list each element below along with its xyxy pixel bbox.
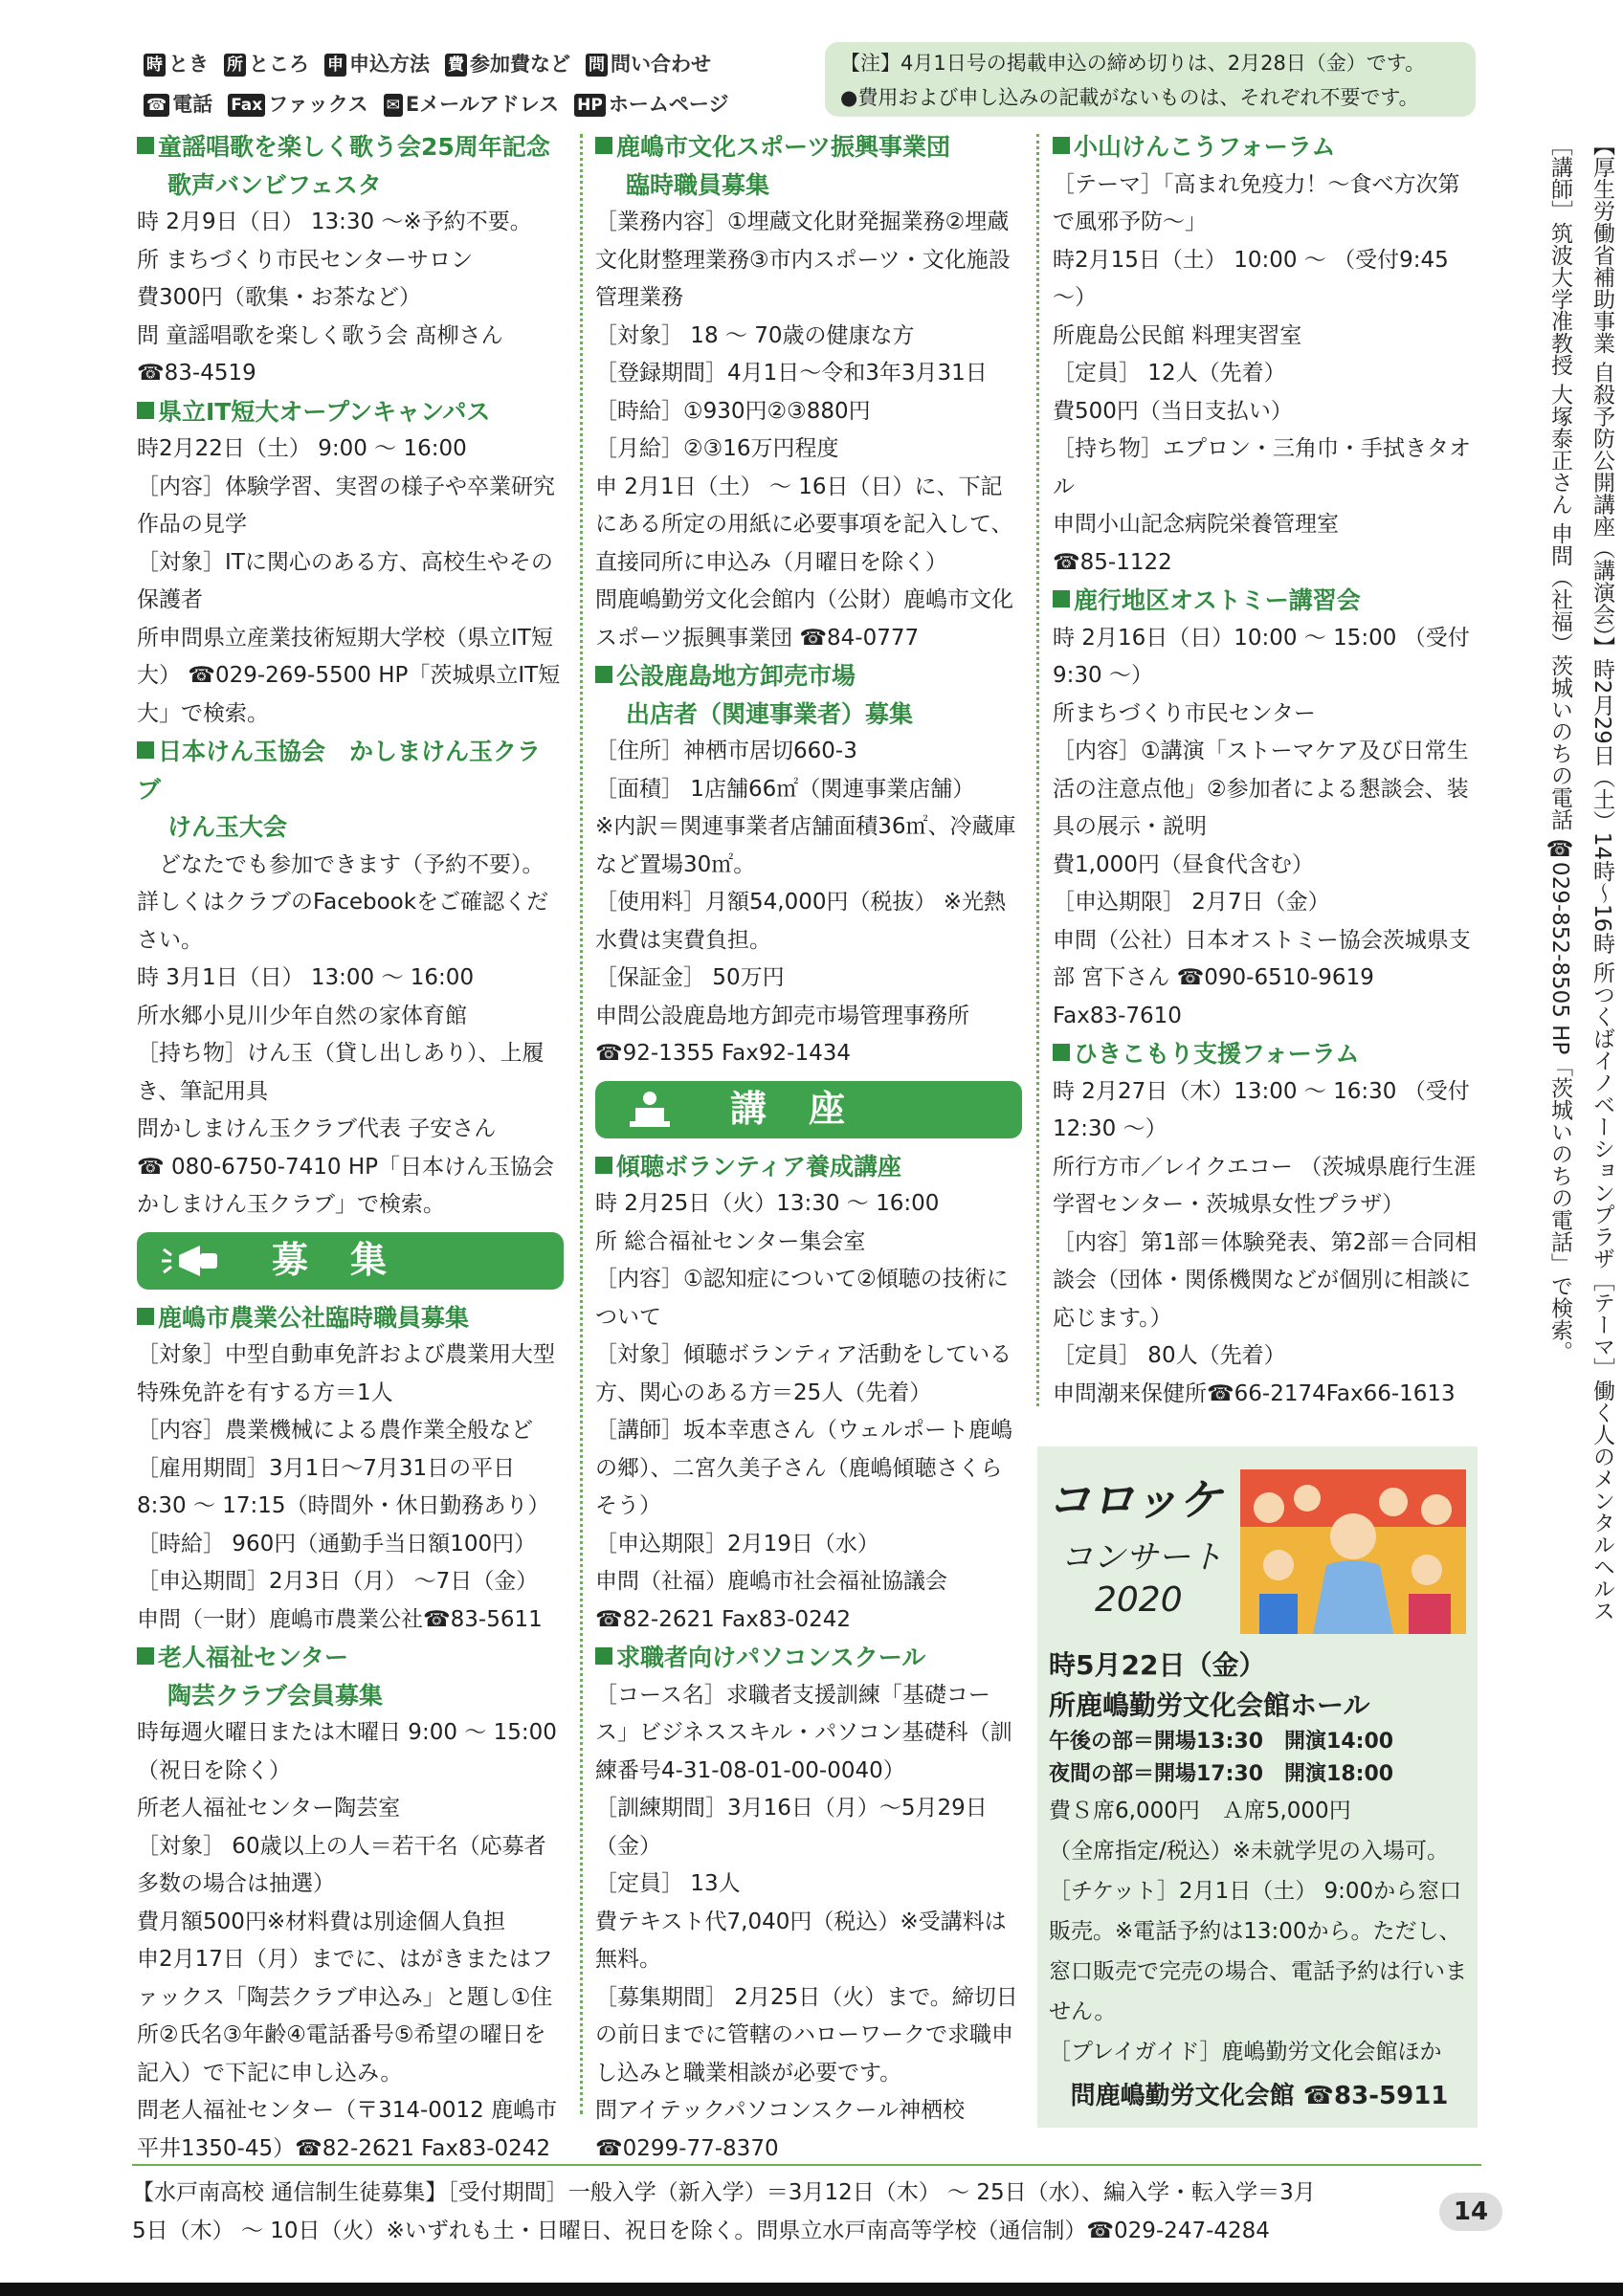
section-title-text: 日本けん玉協会 かしまけん玉クラブ: [137, 738, 542, 804]
concert-line: 所鹿嶋勤労文化会館ホール: [1049, 1689, 1370, 1721]
info-row: 申問公設鹿島地方卸売市場管理事務所: [595, 1003, 969, 1028]
legend-label: ところ: [249, 53, 309, 76]
info-row: ［保証金］ 50万円: [595, 965, 785, 990]
legend-label: 参加費など: [470, 53, 570, 76]
recruit-banner: [137, 1232, 564, 1290]
info-row: ［内容］第1部＝体験発表、第2部＝合同相談会（団体・関係機関などが個別に相談に応じます。）: [1053, 1229, 1478, 1331]
section-title: [137, 733, 564, 808]
concert-details: [1049, 1645, 1470, 2116]
recruit-list: [137, 1299, 564, 2169]
info-row: 申問潮来保健所☎66-2174Fax66-1613: [1053, 1380, 1456, 1406]
info-row: 所まちづくり市民センター: [1053, 700, 1316, 726]
info-row: 時 2月16日（日）10:00 ～ 15:00 （受付9:30 ～）: [1053, 625, 1470, 688]
lecture-banner: [595, 1081, 1022, 1138]
school-notice: [132, 2174, 1434, 2250]
info-row: ［対象］ 60歳以上の人＝若干名（応募者多数の場合は抽選）: [137, 1833, 546, 1896]
legend-icon: 所: [224, 54, 246, 77]
section-title: [1053, 128, 1479, 166]
legend-item: [224, 44, 309, 84]
info-row: ［住所］神栖市居切660-3: [595, 739, 857, 763]
info-row: ［内容］①講演「ストーマケア及び日常生活の注意点他」②参加者による懇談会、装具の展示・説明: [1053, 739, 1469, 839]
section-title-text: 傾聴ボランティア養成講座: [616, 1152, 902, 1181]
legend-label: 申込方法: [349, 53, 430, 76]
info-row: 所申問県立産業技術短期大学校（県立IT短大） ☎029-269-5500 HP「茨城県立IT短大」で検索。: [137, 625, 561, 726]
section-title-text: 鹿行地区オストミー講習会: [1074, 586, 1361, 614]
footer-bar: [0, 2283, 1623, 2296]
section-title: [595, 1148, 1022, 1186]
notice-line: 【水戸南高校 通信制生徒募集】［受付期間］一般入学（新入学）＝3月12日（木） ～ 25日（水）、編入学・転入学＝3月: [132, 2180, 1316, 2205]
section-title-text: 公設鹿島地方卸売市場: [616, 662, 856, 690]
column-3: [1053, 128, 1479, 1413]
info-row: ［テーマ］「高まれ免疫力！～食べ方次第で風邪予防～」: [1053, 171, 1460, 234]
info-row: ［定員］ 80人（先着）: [1053, 1343, 1286, 1368]
info-row: ［時給］ 960円（通勤手当日額100円）: [137, 1531, 537, 1556]
concert-title: コロッケ: [1047, 1474, 1223, 1526]
info-row: ［対象］ 18 ～ 70歳の健康な方: [595, 322, 915, 348]
info-row: ［登録期間］4月1日～令和3年3月31日: [595, 361, 988, 386]
section-title-text: 臨時職員募集: [626, 170, 770, 199]
bullet-square-icon: [137, 137, 154, 154]
info-row: 問老人福祉センター（〒314-0012 鹿嶋市平井1350-45）☎82-2621 Fax83-0242: [137, 2098, 558, 2161]
section-title-text: 鹿嶋市農業公社臨時職員募集: [158, 1303, 470, 1332]
section-title-text: 老人福祉センター: [158, 1644, 349, 1671]
notice-line: 5日（木） ～ 10日（火）※いずれも土・日曜日、祝日を除く。問県立水戸南高等学校（通信制）☎029-247-4284: [132, 2219, 1270, 2243]
section-title: [595, 128, 1022, 166]
info-row: ［業務内容］①埋蔵文化財発掘業務②埋蔵文化財整理業務③市内スポーツ・文化施設管理業務: [595, 210, 1011, 310]
legend-icon: Fax: [228, 94, 265, 117]
info-row: 申問（一財）鹿嶋市農業公社☎83-5611: [137, 1606, 543, 1632]
info-row: ［持ち物］エプロン・三角巾・手拭きタオル: [1053, 436, 1471, 499]
info-row: 所行方市／レイクエコー （茨城県鹿行生涯学習センター・茨城県女性プラザ）: [1053, 1154, 1477, 1217]
info-row: ［内容］農業機械による農作業全般など: [137, 1418, 533, 1443]
legend-label: ファックス: [268, 93, 368, 116]
concert-box: [1037, 1446, 1478, 2128]
lecture-list: [595, 1148, 1022, 2169]
info-row: 所 まちづくり市民センターサロン: [137, 247, 474, 273]
vertical-line: 【厚生労働省補助事業 自殺予防公開講座（講演会）】時2月29日（土）14時～16時 所つくばイノベーションプラザ［テーマ］働く人のメンタルヘルス: [1590, 134, 1614, 1622]
section-title: [137, 1299, 564, 1337]
info-row: ☎0299-77-8370: [595, 2135, 779, 2161]
info-row: ［講師］坂本幸恵さん（ウェルポート鹿嶋の郷）、二宮久美子さん（鹿嶋傾聴さくらそう）: [595, 1418, 1013, 1518]
events-list: [137, 128, 564, 1225]
info-row: ［内容］①認知症について②傾聴の技術について: [595, 1267, 1009, 1330]
legend-item: [445, 44, 570, 84]
info-row: ☎82-2621 Fax83-0242: [595, 1606, 851, 1632]
section-title: [595, 1639, 1022, 1677]
info-row: 費500円（当日支払い）: [1053, 398, 1293, 424]
column-divider: [580, 134, 583, 2114]
info-row: 問 童謡唱歌を楽しく歌う会 髙柳さん: [137, 322, 503, 348]
section-title-text: 小山けんこうフォーラム: [1074, 133, 1336, 161]
bullet-square-icon: [595, 666, 612, 683]
info-row: 申問（公社）日本オストミー協会茨城県支部 宮下さん ☎090-6510-9619: [1053, 927, 1471, 990]
legend-item: [574, 84, 728, 124]
section-title-text: 童謡唱歌を楽しく歌う会25周年記念: [158, 133, 550, 161]
info-row: 申問（社福）鹿嶋市社会福祉協議会: [595, 1569, 947, 1594]
bullet-square-icon: [137, 741, 154, 759]
info-row: ［対象］ITに関心のある方、高校生やその保護者: [137, 549, 553, 612]
section-title-text: 県立IT短大オープンキャンパス: [158, 397, 491, 426]
info-row: 時2月15日（土） 10:00 ～ （受付9:45 ～）: [1053, 247, 1449, 310]
info-row: ［訓練期間］3月16日（月）～5月29日（金）: [595, 1796, 988, 1859]
legend-icon: 問: [586, 54, 608, 77]
legend-item: [586, 44, 711, 84]
column-divider: [1036, 134, 1039, 1406]
info-row: ☎ 080-6750-7410 HP「日本けん玉協会 かしまけん玉クラブ」で検索。: [137, 1154, 555, 1217]
column-1: [137, 128, 564, 2168]
section-title-text: 鹿嶋市文化スポーツ振興事業団: [616, 133, 951, 161]
info-row: 時 2月9日（日） 13:30 ～※予約不要。: [137, 210, 532, 234]
info-row: ［対象］傾聴ボランティア活動をしている方、関心のある方＝25人（先着）: [595, 1342, 1012, 1405]
info-row: ☎85-1122: [1053, 549, 1172, 575]
info-row: 問鹿嶋勤労文化会館内（公財）鹿嶋市文化スポーツ振興事業団 ☎84-0777: [595, 587, 1013, 651]
section-title-text: けん玉大会: [167, 813, 288, 841]
legend: [144, 44, 766, 124]
section-title-text: 歌声バンビフェスタ: [167, 170, 382, 199]
info-row: ☎83-4519: [137, 361, 256, 386]
concert-line: 費Ｓ席6,000円 Ａ席5,000円: [1049, 1799, 1351, 1823]
info-row: 所 総合福祉センター集会室: [595, 1228, 866, 1254]
concert-year: 2020: [1095, 1580, 1183, 1620]
info-row: ［使用料］月額54,000円（税抜） ※光熱水費は実費負担。: [595, 890, 1007, 953]
info-row: ☎92-1355 Fax92-1434: [595, 1041, 851, 1066]
bullet-square-icon: [1053, 137, 1070, 154]
info-row: ［持ち物］けん玉（貸し出しあり）、上履き、筆記用具: [137, 1041, 545, 1104]
info-row: ［面積］ 1店舗66㎡（関連事業店舗）: [595, 776, 975, 802]
section-title: [1053, 1035, 1479, 1073]
info-row: Fax83-7610: [1053, 1003, 1182, 1028]
section-title: [137, 128, 564, 166]
concert-line: ［プレイガイド］鹿嶋勤労文化会館ほか: [1049, 2040, 1442, 2064]
info-row: ［対象］中型自動車免許および農業用大型特殊免許を有する方＝1人: [137, 1342, 555, 1405]
concert-subtitle: コンサート: [1060, 1538, 1223, 1577]
legend-label: 電話: [172, 93, 213, 116]
section-title-text: ひきこもり支援フォーラム: [1074, 1040, 1360, 1068]
legend-icon: ✉: [384, 94, 403, 117]
divider: [132, 2164, 1481, 2166]
legend-icon: HP: [574, 94, 606, 117]
info-row: ［申込期限］2月19日（水）: [595, 1531, 879, 1556]
concert-line: 時5月22日（金）: [1049, 1649, 1266, 1681]
vertical-article: [1487, 134, 1621, 1779]
info-row: ［申込期間］2月3日（月） ～7日（金）: [137, 1569, 539, 1594]
bullet-square-icon: [137, 1308, 154, 1325]
info-row: 費テキスト代7,040円（税込）※受講料は無料。: [595, 1909, 1007, 1972]
info-row: 所水郷小見川少年自然の家体育館: [137, 1003, 467, 1028]
section-title: [137, 393, 564, 431]
section-title-text: 陶芸クラブ会員募集: [167, 1681, 384, 1710]
legend-icon: 費: [445, 54, 467, 77]
info-row: 費1,000円（昼食代含む）: [1053, 851, 1314, 877]
info-row: ［申込期限］ 2月7日（金）: [1053, 890, 1330, 915]
legend-item: [144, 84, 212, 124]
section-title-text: 出店者（関連事業者）募集: [626, 699, 914, 728]
concert-line: 問鹿嶋勤労文化会館 ☎83-5911: [1070, 2082, 1449, 2110]
info-row: 申問小山記念病院栄養管理室: [1053, 512, 1339, 537]
section-title: [137, 808, 564, 847]
column-2: [595, 128, 1022, 2168]
info-row: 申2月17日（月）までに、はがきまたはファックス「陶芸クラブ申込み」と題し①住所②氏名③年齢④電話番号⑤希望の曜日を記入）で下記に申し込み。: [137, 1947, 553, 2086]
concert-photo: [1240, 1469, 1466, 1634]
section-title: [595, 657, 1022, 695]
info-row: ［月給］②③16万円程度: [595, 436, 839, 461]
concert-line: ［チケット］2月1日（土） 9:00から窓口販売。※電話予約は13:00から。ただし、窓口販売で完売の場合、電話予約は行いません。: [1049, 1879, 1467, 2024]
info-row: 問かしまけん玉クラブ代表 子安さん: [137, 1116, 497, 1141]
section-title: [137, 166, 564, 205]
bullet-square-icon: [1053, 1044, 1070, 1061]
info-row: ［定員］ 13人: [595, 1871, 741, 1896]
vertical-line: ［講師］筑波大学准教授 大塚泰正さん 申問（社福）茨城いのちの電話 ☎029-852-8505 HP「茨城いのちの電話」で検索。: [1547, 134, 1572, 1363]
info-row: 申 2月1日（土） ～ 16日（日）に、下記にある所定の用紙に必要事項を記入して、直接同所に申込み（月曜日を除く）: [595, 474, 1013, 575]
info-row: ［コース名］求職者支援訓練「基礎コース」ビジネススキル・パソコン基礎科（訓練番号4-31-08-01-00-0040）: [595, 1682, 1012, 1783]
events-list-3: [1053, 128, 1479, 1413]
note-line: ●費用および申し込みの記載がないものは、それぞれ不要です。: [840, 86, 1419, 109]
info-row: 費月額500円※材料費は別途個人負担: [137, 1909, 506, 1934]
legend-icon: 申: [324, 54, 346, 77]
bullet-square-icon: [137, 402, 154, 419]
lecture-banner-label: 講座: [729, 1087, 887, 1130]
bullet-square-icon: [137, 1647, 154, 1665]
legend-item: [144, 44, 209, 84]
concert-line: 夜間の部＝開場17:30 開演18:00: [1049, 1762, 1394, 1786]
info-row: 時毎週火曜日または木曜日 9:00 ～ 15:00 （祝日を除く）: [137, 1720, 557, 1783]
page-number: 14: [1439, 2193, 1502, 2231]
section-title: [1053, 582, 1479, 620]
recruit-list-2: [595, 128, 1022, 1073]
info-row: 時 3月1日（日） 13:00 ～ 16:00: [137, 965, 475, 990]
bullet-square-icon: [1053, 590, 1070, 607]
section-title: [137, 1639, 564, 1677]
section-title: [137, 1677, 564, 1715]
legend-label: Eメールアドレス: [405, 93, 560, 116]
legend-label: とき: [168, 53, 209, 76]
info-row: 時 2月25日（火）13:30 ～ 16:00: [595, 1191, 940, 1216]
legend-item: [384, 84, 560, 124]
podium-icon: [616, 1089, 683, 1131]
legend-label: 問い合わせ: [611, 53, 711, 76]
concert-line: 午後の部＝開場13:30 開演14:00: [1049, 1730, 1394, 1754]
info-row: 時2月22日（土） 9:00 ～ 16:00: [137, 436, 467, 461]
info-row: 問アイテックパソコンスクール神栖校: [595, 2098, 965, 2123]
bullet-square-icon: [595, 1647, 612, 1665]
info-row: 時 2月27日（木）13:00 ～ 16:30 （受付12:30 ～）: [1053, 1078, 1470, 1141]
bullet-square-icon: [595, 137, 612, 154]
section-title: [595, 166, 1022, 205]
info-row: 所老人福祉センター陶芸室: [137, 1796, 401, 1821]
note-line: 【注】4月1日号の掲載申込の締め切りは、2月28日（金）です。: [840, 52, 1426, 75]
info-row: どなたでも参加できます（予約不要）。詳しくはクラブのFacebookをご確認ください。: [137, 851, 549, 953]
legend-icon: ☎: [144, 94, 169, 117]
deadline-note: [825, 42, 1476, 117]
info-row: ［募集期間］ 2月25日（火）まで。締切日の前日までに管轄のハローワークで求職申し込みと職業相談が必要です。: [595, 1984, 1018, 2086]
info-row: ［内容］体験学習、実習の様子や卒業研究作品の見学: [137, 474, 555, 537]
info-row: ※内訳＝関連事業者店舗面積36㎡、冷蔵庫など置場30㎡。: [595, 814, 1016, 877]
info-row: 所鹿島公民館 料理実習室: [1053, 322, 1302, 348]
info-row: ［時給］①930円②③880円: [595, 398, 871, 424]
concert-line: （全席指定/税込）※未就学児の入場可。: [1049, 1839, 1450, 1864]
info-row: ［定員］ 12人（先着）: [1053, 361, 1286, 386]
info-row: ［雇用期間］3月1日～7月31日の平日8:30 ～ 17:15（時間外・休日勤務あり）: [137, 1455, 550, 1518]
section-title: [595, 695, 1022, 734]
legend-item: [228, 84, 367, 124]
recruit-banner-label: 募集: [271, 1238, 429, 1281]
info-row: 費300円（歌集・お茶など）: [137, 285, 421, 310]
bullet-square-icon: [595, 1157, 612, 1174]
megaphone-icon: [158, 1240, 225, 1282]
section-title-text: 求職者向けパソコンスクール: [616, 1644, 926, 1671]
legend-icon: 時: [144, 54, 166, 77]
legend-item: [324, 44, 430, 84]
legend-label: ホームページ: [608, 93, 729, 116]
